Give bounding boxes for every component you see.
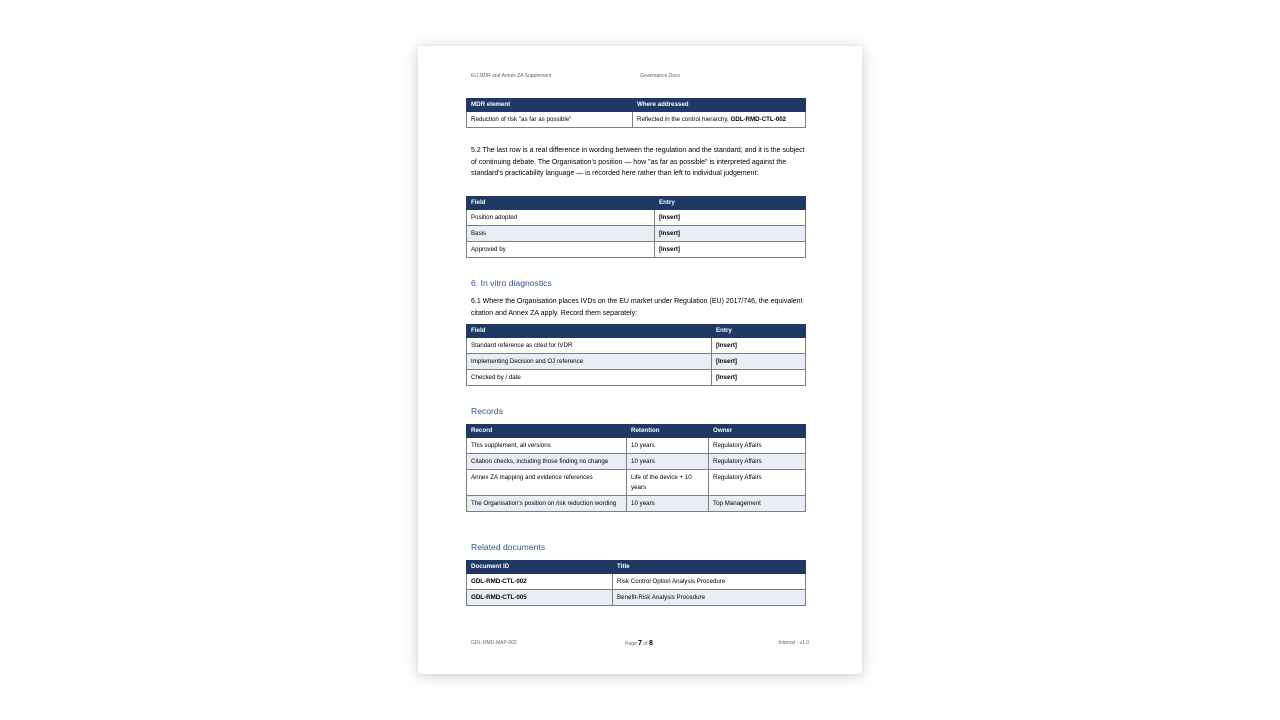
header-title: EU MDR and Annex ZA Supplement xyxy=(471,73,552,79)
insert-placeholder: [Insert] xyxy=(712,370,806,386)
table-cell: Life of the device + 10 years xyxy=(627,470,709,496)
document-page xyxy=(418,46,862,674)
section-heading: Records xyxy=(471,406,503,416)
position-table xyxy=(466,196,806,258)
table-row xyxy=(467,226,806,242)
table-cell: Checked by / date xyxy=(467,370,712,386)
table-cell: Regulatory Affairs xyxy=(709,454,806,470)
table-header-row xyxy=(467,99,806,112)
of-word: of xyxy=(643,641,648,647)
table-header-row xyxy=(467,425,806,438)
page-word: Page xyxy=(625,641,637,647)
document-title: Risk Control Option Analysis Procedure xyxy=(613,574,806,590)
table-cell: Regulatory Affairs xyxy=(709,470,806,496)
table-cell: Implementing Decision and OJ reference xyxy=(467,354,712,370)
column-header: Field xyxy=(467,197,655,210)
insert-placeholder: [Insert] xyxy=(655,242,806,258)
table-cell: Annex ZA mapping and evidence references xyxy=(467,470,627,496)
column-header: Where addressed xyxy=(633,99,806,112)
footer-doc-id: GDL-RMD-MAP-002 xyxy=(471,640,517,646)
insert-placeholder: [Insert] xyxy=(655,210,806,226)
current-page: 7 xyxy=(638,640,642,647)
table-cell: 10 years xyxy=(627,438,709,454)
table-row xyxy=(467,574,806,590)
page-number xyxy=(625,640,653,647)
document-id: GDL-RMD-CTL-005 xyxy=(467,590,613,606)
column-header: Entry xyxy=(655,197,806,210)
table-row xyxy=(467,338,806,354)
related-documents-table xyxy=(466,560,806,606)
table-row xyxy=(467,112,806,128)
column-header: Entry xyxy=(712,325,806,338)
document-title: Benefit-Risk Analysis Procedure xyxy=(613,590,806,606)
table-header-row xyxy=(467,325,806,338)
table-row xyxy=(467,454,806,470)
table-cell xyxy=(633,112,806,128)
document-reference: GDL-RMD-CTL-002 xyxy=(730,116,787,123)
table-row xyxy=(467,590,806,606)
mdr-element-table xyxy=(466,98,806,128)
column-header: Retention xyxy=(627,425,709,438)
insert-placeholder: [Insert] xyxy=(655,226,806,242)
table-cell: The Organisation's position on risk reduction wording xyxy=(467,496,627,512)
table-cell: Regulatory Affairs xyxy=(709,438,806,454)
table-cell: Position adopted xyxy=(467,210,655,226)
table-cell: 10 years xyxy=(627,496,709,512)
table-cell: Standard reference as cited for IVDR xyxy=(467,338,712,354)
column-header: Record xyxy=(467,425,627,438)
section-heading: 6. In vitro diagnostics xyxy=(471,278,552,288)
table-cell: Approved by xyxy=(467,242,655,258)
table-cell: Reduction of risk "as far as possible" xyxy=(467,112,633,128)
table-header-row xyxy=(467,561,806,574)
insert-placeholder: [Insert] xyxy=(712,354,806,370)
paragraph-6-1: 6.1 Where the Organisation places IVDs on the EU market under Regulation (EU) 2017/746, the equivalent citation and Annex ZA apply. Record them separately: xyxy=(471,298,803,317)
cell-text: Reflected in the control hierarchy, xyxy=(637,116,731,123)
paragraph-5-2: 5.2 The last row is a real difference in wording between the regulation and the standard, and it is the subject of continuing debate. The Organisation's position — how "as far as possible" is interpreted against the standard's practicability language — is recorded here rather than left to individual judgement: xyxy=(471,147,805,177)
document-id: GDL-RMD-CTL-002 xyxy=(467,574,613,590)
table-cell: Citation checks, including those finding no change xyxy=(467,454,627,470)
column-header: MDR element xyxy=(467,99,633,112)
table-row xyxy=(467,496,806,512)
column-header: Document ID xyxy=(467,561,613,574)
table-cell: Top Management xyxy=(709,496,806,512)
table-row xyxy=(467,370,806,386)
table-row xyxy=(467,242,806,258)
table-cell: Basis xyxy=(467,226,655,242)
ivd-table xyxy=(466,324,806,386)
table-row xyxy=(467,438,806,454)
footer-status: Internal - v1.0 xyxy=(778,640,809,646)
section-heading: Related documents xyxy=(471,542,546,552)
insert-placeholder: [Insert] xyxy=(712,338,806,354)
table-row xyxy=(467,354,806,370)
table-header-row xyxy=(467,197,806,210)
header-group: Governance Docs xyxy=(640,73,681,79)
column-header: Title xyxy=(613,561,806,574)
table-cell: This supplement, all versions xyxy=(467,438,627,454)
column-header: Field xyxy=(467,325,712,338)
table-row xyxy=(467,210,806,226)
column-header: Owner xyxy=(709,425,806,438)
table-row xyxy=(467,470,806,496)
records-table xyxy=(466,424,806,512)
table-cell: 10 years xyxy=(627,454,709,470)
total-pages: 8 xyxy=(648,640,653,647)
